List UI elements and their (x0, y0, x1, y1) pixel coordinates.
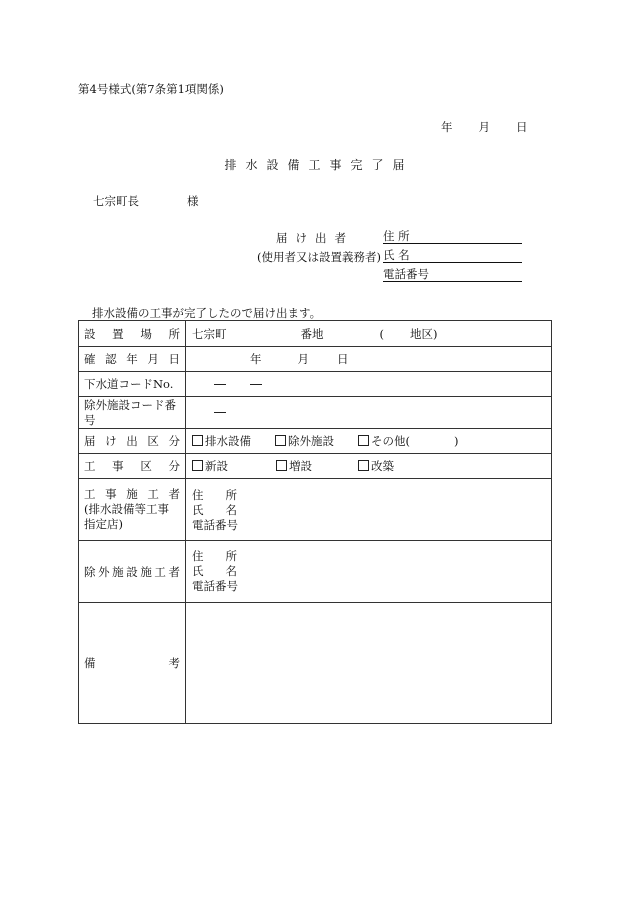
checkbox-other[interactable] (358, 435, 369, 446)
construction-type-label: 工 事 区 分 (84, 459, 180, 473)
location-open-paren: ( (379, 326, 384, 341)
sewer-code-dash-1 (214, 384, 226, 385)
notifier-address-field[interactable] (383, 229, 522, 244)
construction-type-cell (186, 454, 552, 479)
date-line (441, 119, 528, 135)
addressee (93, 193, 199, 209)
notification-other-close: ) (454, 434, 459, 448)
notifier-name-label: 氏 名 (383, 248, 410, 262)
location-banchi: 番地 (300, 326, 324, 341)
construction-option-extension[interactable]: 増設 (276, 458, 312, 474)
intro-text: 排水設備の工事が完了したので届け出ます。 (92, 306, 322, 320)
confirmation-day: 日 (337, 352, 349, 366)
removal-facility-code-cell[interactable] (186, 397, 552, 429)
contractor-label-cell (79, 479, 186, 541)
removal-contractor-phone: 電話番号 (192, 579, 238, 593)
date-day-label: 日 (516, 120, 528, 134)
confirmation-month: 月 (297, 352, 309, 366)
completion-form-table (78, 320, 552, 724)
checkbox-drainage[interactable] (192, 435, 203, 446)
location-label: 設 置 場 所 (84, 326, 180, 341)
notification-option-removal[interactable]: 除外施設 (275, 433, 334, 449)
addressee-name: 七宗町長 (93, 194, 139, 208)
notifier-address-label: 住 所 (383, 229, 410, 243)
row-notification-type (79, 429, 552, 454)
checkbox-renovation[interactable] (358, 460, 369, 471)
row-contractor (79, 479, 552, 541)
contractor-label-line1: 工 事 施 工 者 (84, 487, 180, 501)
notifier-phone-field[interactable] (383, 267, 522, 282)
row-confirmation-date (79, 347, 552, 372)
date-year-label: 年 (441, 120, 453, 134)
checkbox-extension[interactable] (276, 460, 287, 471)
construction-option-new[interactable]: 新設 (192, 458, 228, 474)
notifier-sub-label: (使用者又は設置義務者) (257, 250, 381, 264)
form-number: 第4号様式(第7条第1項関係) (78, 82, 224, 96)
sewer-code-cell[interactable] (186, 372, 552, 397)
row-construction-type (79, 454, 552, 479)
sewer-code-label: 下水道コードNo. (79, 372, 186, 397)
row-removal-facility-code (79, 397, 552, 429)
checkbox-new[interactable] (192, 460, 203, 471)
location-district: 地区) (410, 326, 438, 341)
notification-type-label: 届 け 出 区 分 (84, 434, 180, 448)
location-input-cell[interactable] (186, 321, 552, 347)
remarks-cell[interactable] (186, 603, 552, 724)
contractor-label-line2: (排水設備等工事 (84, 502, 169, 516)
sewer-code-dash-2 (250, 384, 262, 385)
checkbox-removal[interactable] (275, 435, 286, 446)
location-town: 七宗町 (192, 326, 227, 341)
removal-contractor-address: 住 所 (192, 549, 237, 563)
notifier-phone-label: 電話番号 (383, 267, 429, 281)
location-label-cell (79, 321, 186, 347)
confirmation-year: 年 (250, 352, 262, 366)
row-location (79, 321, 552, 347)
contractor-cell[interactable] (186, 479, 552, 541)
notification-option-drainage[interactable]: 排水設備 (192, 433, 251, 449)
notification-type-cell (186, 429, 552, 454)
removal-facility-code-label: 除外施設コード番号 (79, 397, 186, 429)
remarks-label: 備 考 (84, 656, 180, 670)
confirmation-date-cell[interactable] (186, 347, 552, 372)
contractor-phone: 電話番号 (192, 518, 238, 532)
contractor-label-line3: 指定店) (84, 517, 123, 531)
notifier-label: 届け出者 (276, 231, 354, 245)
removal-contractor-cell[interactable] (186, 541, 552, 603)
row-sewer-code (79, 372, 552, 397)
notification-option-other[interactable]: その他( (358, 433, 410, 449)
date-month-label: 月 (478, 120, 490, 134)
document-title: 排水設備工事完了届 (224, 158, 414, 172)
contractor-address: 住 所 (192, 488, 237, 502)
confirmation-date-label: 確 認 年 月 日 (84, 352, 180, 366)
removal-contractor-name: 氏 名 (192, 564, 237, 578)
row-removal-contractor (79, 541, 552, 603)
removal-contractor-label: 除 外 施 設 施 工 者 (84, 564, 180, 579)
notifier-name-field[interactable] (383, 248, 522, 263)
removal-code-dash (214, 412, 226, 413)
construction-option-renovation[interactable]: 改築 (358, 458, 394, 474)
row-remarks (79, 603, 552, 724)
contractor-name: 氏 名 (192, 503, 237, 517)
addressee-honorific: 様 (187, 194, 199, 208)
